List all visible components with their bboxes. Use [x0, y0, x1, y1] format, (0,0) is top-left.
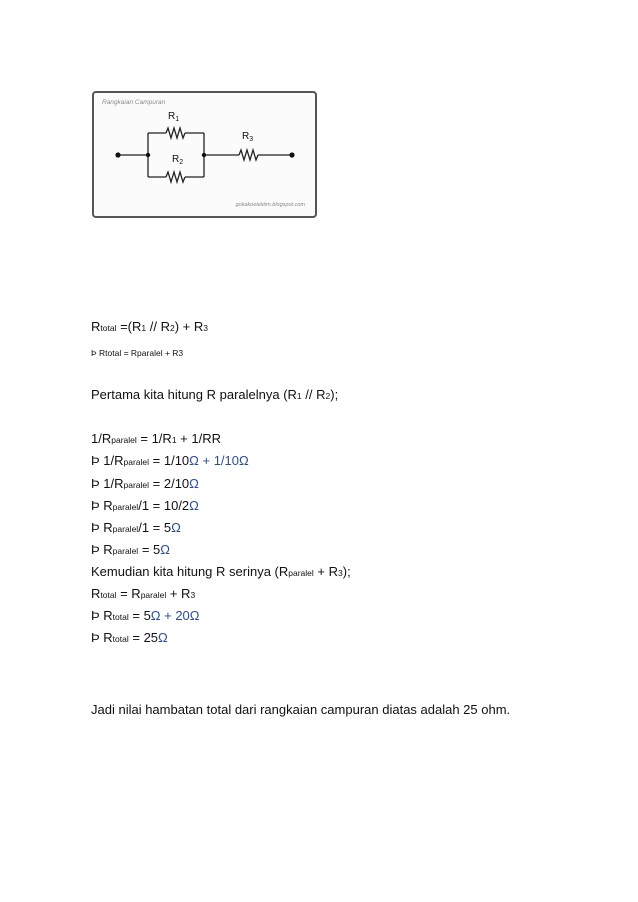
- calc-line-5: Þ Rparalel/1 = 5Ω: [91, 520, 181, 535]
- formula-total: Rtotal =(R1 // R2) + R3: [91, 319, 208, 334]
- figure-footer: gokakoelektim.blogspot.com: [235, 202, 305, 208]
- circuit-diagram: [94, 93, 315, 216]
- label-r3: $R_3$: [242, 131, 254, 143]
- series-line-2: Þ Rtotal = 5Ω + 20Ω: [91, 608, 200, 623]
- node-left: [146, 153, 150, 157]
- series-line-1: Rtotal = Rparalel + R3: [91, 586, 196, 601]
- calc-line-3: Þ 1/Rparalel = 2/10Ω: [91, 476, 199, 491]
- calc-line-2: Þ 1/Rparalel = 1/10Ω + 1/10Ω: [91, 453, 249, 468]
- figure-title: Rangkaian Campuran: [102, 99, 166, 106]
- calc-line-4: Þ Rparalel/1 = 10/2Ω: [91, 498, 199, 513]
- formula-series: Þ Rtotal = Rparalel + R3: [91, 348, 184, 358]
- series-line-3: Þ Rtotal = 25Ω: [91, 630, 168, 645]
- label-r2: $R_2$: [172, 154, 184, 166]
- circuit-figure: [92, 91, 317, 218]
- calc-line-1: 1/Rparalel = 1/R1 + 1/RR: [91, 431, 221, 446]
- node-right: [202, 153, 206, 157]
- label-r1: $R_1$: [168, 111, 180, 123]
- calc-line-6: Þ Rparalel = 5Ω: [91, 542, 170, 557]
- terminal-left: [115, 152, 120, 157]
- terminal-right: [289, 152, 294, 157]
- step1-heading: Pertama kita hitung R paralelnya (R1 // R2);: [91, 387, 339, 402]
- step2-heading: Kemudian kita hitung R serinya (Rparalel + R3);: [91, 564, 351, 579]
- conclusion: Jadi nilai hambatan total dari rangkaian campuran diatas adalah 25 ohm.: [91, 702, 511, 717]
